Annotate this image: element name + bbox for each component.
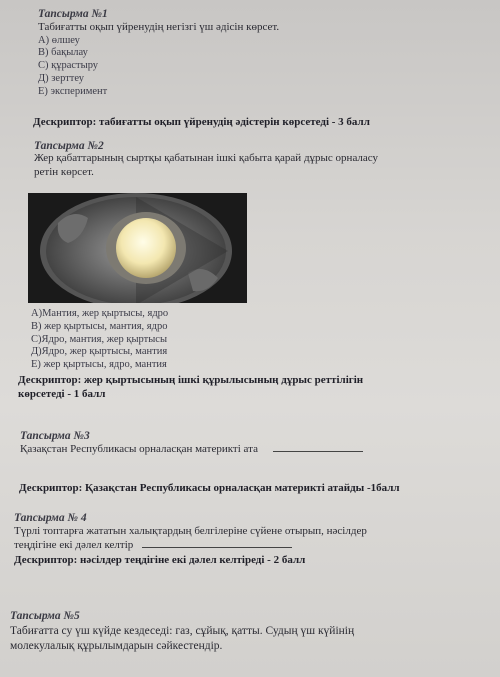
task2-option: В) жер қыртысы, мантия, ядро	[31, 320, 168, 332]
task2-title: Тапсырма №2	[34, 140, 104, 152]
task3-answer-blank[interactable]	[273, 451, 363, 452]
task2-options	[31, 308, 500, 372]
task1-option: В) бақылау	[38, 47, 88, 59]
task4-question-row	[14, 539, 500, 553]
task2-descriptor-line1: Дескриптор: жер қыртысының ішкі құрылысының дұрыс реттілігін	[18, 374, 364, 386]
task3-question-row	[20, 443, 500, 457]
task4-question-line2: теңдігіне екі дәлел келтір	[14, 538, 134, 551]
task1-question: Табиғатты оқып үйренудің негізгі үш әдісін көрсет.	[38, 21, 280, 33]
task4-descriptor: Дескриптор: нәсілдер теңдігіне екі дәлел келтіреді - 2 балл	[14, 554, 306, 566]
earth-layers-image	[28, 193, 247, 303]
task1-title: Тапсырма №1	[38, 8, 108, 20]
task1-option: А) өлшеу	[38, 34, 80, 46]
task1-option: Д) зерттеу	[38, 72, 85, 84]
task2-descriptor-line2: көрсетеді - 1 балл	[18, 388, 106, 400]
task2-question-line2: ретін көрсет.	[34, 165, 94, 178]
task4-title: Тапсырма № 4	[14, 512, 87, 524]
task2-question-line1: Жер қабаттарының сыртқы қабатынан ішкі қабыта қарай дұрыс орналасу	[34, 152, 379, 164]
earth-layers-cutaway-icon	[28, 193, 247, 303]
task5-title: Тапсырма №5	[10, 610, 80, 622]
task4-answer-blank[interactable]	[142, 547, 292, 548]
task1-descriptor: Дескриптор: табиғатты оқып үйренудің әдістерін көрсетеді - 3 балл	[33, 116, 370, 128]
task2-section	[34, 140, 500, 179]
task3-section	[20, 430, 500, 457]
task3-question: Қазақстан Республикасы орналасқан материкті ата	[20, 443, 258, 455]
task2-option: Д)Ядро, жер қыртысы, мантия	[31, 346, 168, 358]
task4-section	[14, 512, 500, 567]
task4-question-line1: Түрлі топтарға жататын халықтардың белгілеріне сүйене отырып, нәсілдер	[14, 525, 367, 537]
task1-section	[38, 8, 500, 98]
task2-option: С)Ядро, мантия, жер қыртысы	[31, 333, 168, 345]
task1-option: С) құрастыру	[38, 60, 99, 72]
task2-descriptor	[18, 373, 500, 401]
task2-option: Е) жер қыртысы, ядро, мантия	[31, 359, 167, 371]
task5-question-line2: молекулалық құрылымдарын сәйкестендір.	[10, 640, 223, 652]
task2-option: А)Мантия, жер қыртысы, ядро	[31, 308, 169, 319]
task5-question-line1: Табиғатта су үш күйде кездеседі: газ, сұйық, қатты. Судың үш күйінің	[10, 625, 355, 637]
task3-title: Тапсырма №3	[20, 430, 90, 442]
task5-section	[10, 610, 500, 654]
task1-option: Е) эксперимент	[38, 85, 108, 97]
task3-descriptor: Дескриптор: Қазақстан Республикасы орналасқан материкті атайды -1балл	[19, 482, 400, 494]
